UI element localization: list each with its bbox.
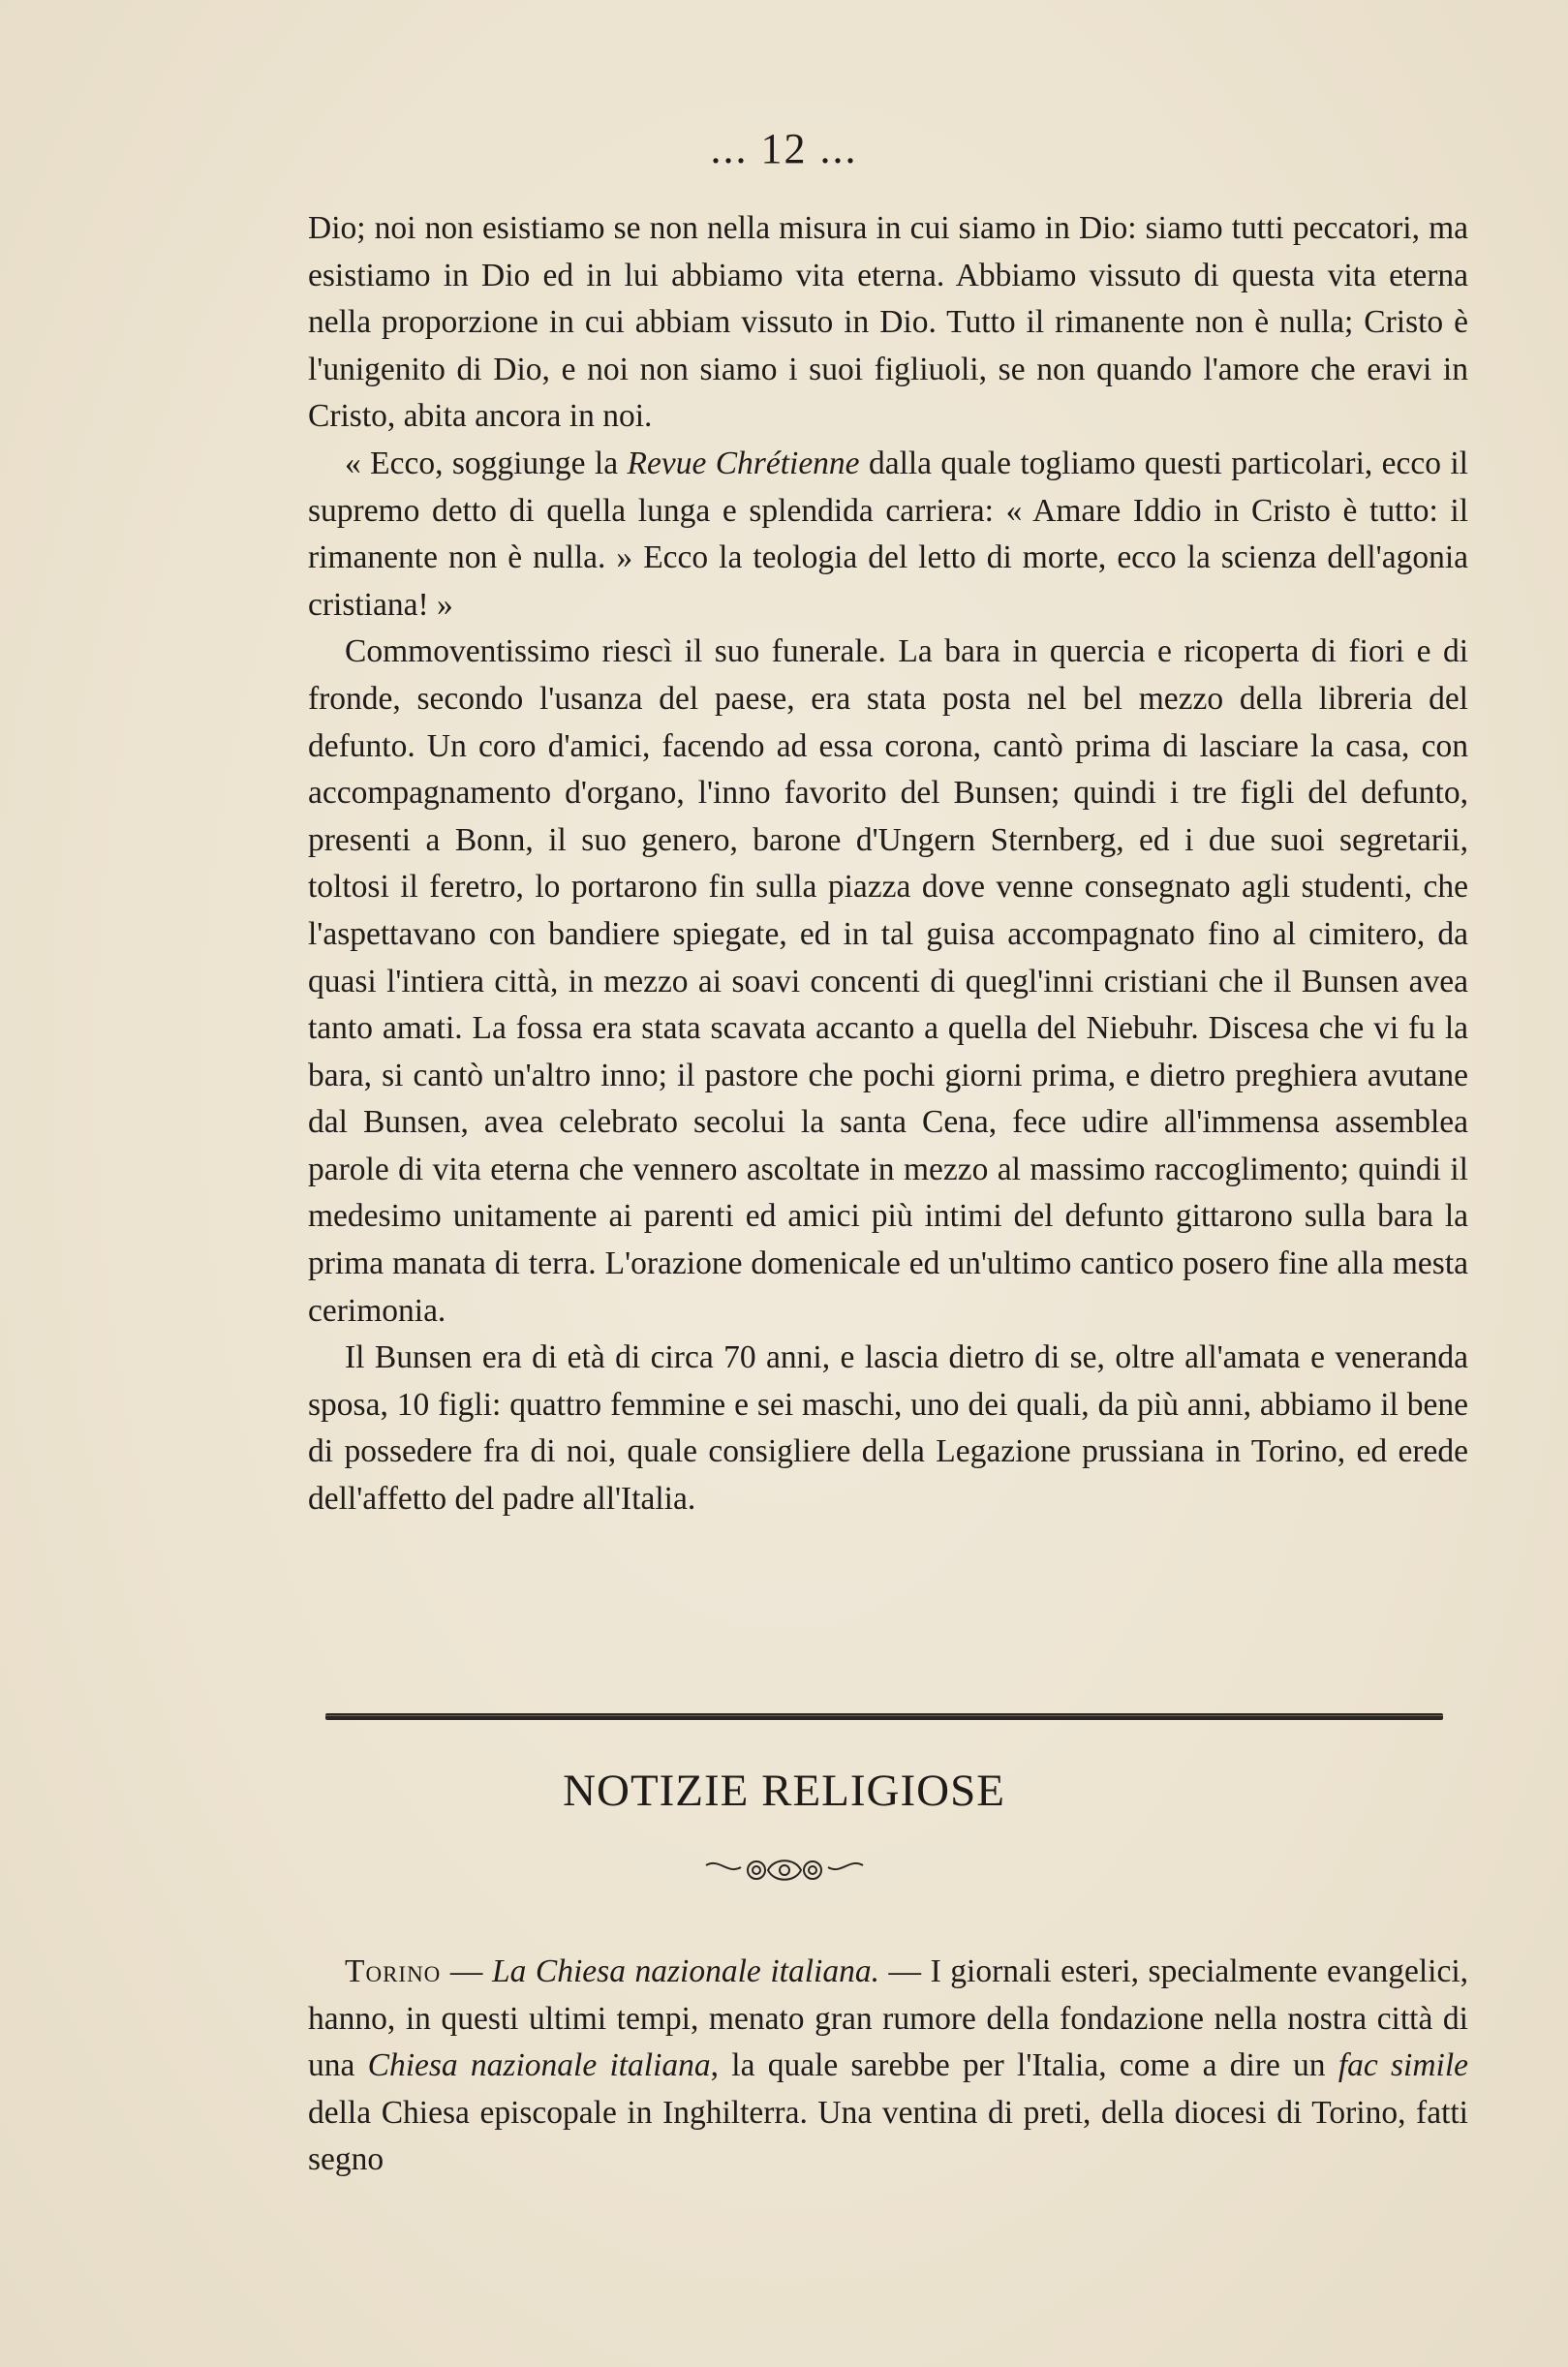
italic-term: fac simile — [1337, 2047, 1469, 2084]
page-number: ... 12 ... — [710, 125, 858, 172]
paragraph: Commoventissimo riescì il suo funerale. La bara in quercia e ricoperta di fiori e di fronde, secondo l'usanza del paese, era stata posta nel bel mezzo della libreria del defunto. Un coro d'amici, facendo ad essa corona, cantò prima di lasciare la casa, con accompagnamento d'organo, l'inno favorito del Bunsen; quindi i tre figli del defunto, presenti a Bonn, il suo genero, barone d'Ungern Sternberg, ed i due suoi segretarii, toltosi il feretro, lo portarono fin sulla piazza dove venne consegnato agli studenti, che l'aspettavano con bandiere spiegate, ed in tal guisa accompagnato fino al cimitero, da quasi l'intiera città, in mezzo ai soavi concenti di quegl'inni cristiani che il Bunsen avea tanto amati. La fossa era stata scavata accanto a quella del Niebuhr. Discesa che vi fu la bara, si cantò un'altro inno; il pastore che pochi giorni prima, e dietro preghiera avutane dal Bunsen, avea celebrato secolui la santa Cena, fece udire all'immensa assemblea parole di vita eterna che vennero ascoltate in mezzo al massimo raccoglimento; quindi il medesimo unitamente ai parenti ed amici più intimi del defunto gittarono sulla bara la prima manata di terra. L'orazione domenicale ed un'ultimo cantico posero fine alla mesta cerimonia. — [308, 633, 1468, 1329]
text-run: — I giornali esteri, specialmente evangelici, hanno, in questi ultimi tempi, menato gran rumore della fondazione nella nostra città di una — [308, 1953, 1469, 2084]
floral-ornament-svg — [702, 1854, 867, 1887]
section-divider — [325, 1713, 1443, 1720]
paragraph: Dio; noi non esistiamo se non nella misura in cui siamo in Dio: siamo tutti peccatori, ma esistiamo in Dio ed in lui abbiamo vita eterna. Abbiamo vissuto di questa vita eterna nella proporzione in cui abbiam vissuto in Dio. Tutto il rimanente non è nulla; Cristo è l'unigenito di Dio, e noi non siamo i suoi figliuoli, se non quando l'amore che eravi in Cristo, abita ancora in noi. — [308, 210, 1468, 435]
text-run: « Ecco, soggiunge la — [345, 445, 628, 481]
text-run: della Chiesa episcopale in Inghilterra. Una ventina di preti, della diocesi di Torino, fatti segno — [308, 2094, 1468, 2178]
paragraph: Il Bunsen era di età di circa 70 anni, e lascia dietro di se, oltre all'amata e veneranda sposa, 10 figli: quattro femmine e sei maschi, uno dei quali, da più anni, abbiamo il bene di possedere fra di noi, quale consigliere della Legazione prussiana in Torino, ed erede dell'affetto del padre all'Italia. — [308, 1339, 1468, 1518]
news-paragraph — [308, 1949, 1468, 2184]
journal-title: Revue Chrétienne — [627, 445, 860, 481]
floral-ornament-icon — [0, 1854, 1568, 1891]
place-name: Torino — [345, 1953, 442, 1989]
news-heading: La Chiesa nazionale italiana. — [491, 1953, 879, 1989]
italic-term: Chiesa nazionale italiana — [367, 2047, 711, 2084]
section-title: NOTIZIE RELIGIOSE — [563, 1766, 1005, 1816]
main-text — [308, 205, 1468, 1523]
text-run: , la quale sarebbe per l'Italia, come a dire un — [710, 2047, 1338, 2084]
paragraph — [308, 441, 1468, 629]
text-run: — — [441, 1953, 492, 1989]
news-text — [308, 1949, 1468, 2184]
text-run: dalla quale togliamo questi particolari, ecco il supremo detto di quella lunga e splendida carriera: « Amare Iddio in Cristo è tutto: il rimanente non è nulla. » Ecco la teologia del letto di morte, ecco la scienza dell'agonia cristiana! » — [308, 445, 1468, 623]
